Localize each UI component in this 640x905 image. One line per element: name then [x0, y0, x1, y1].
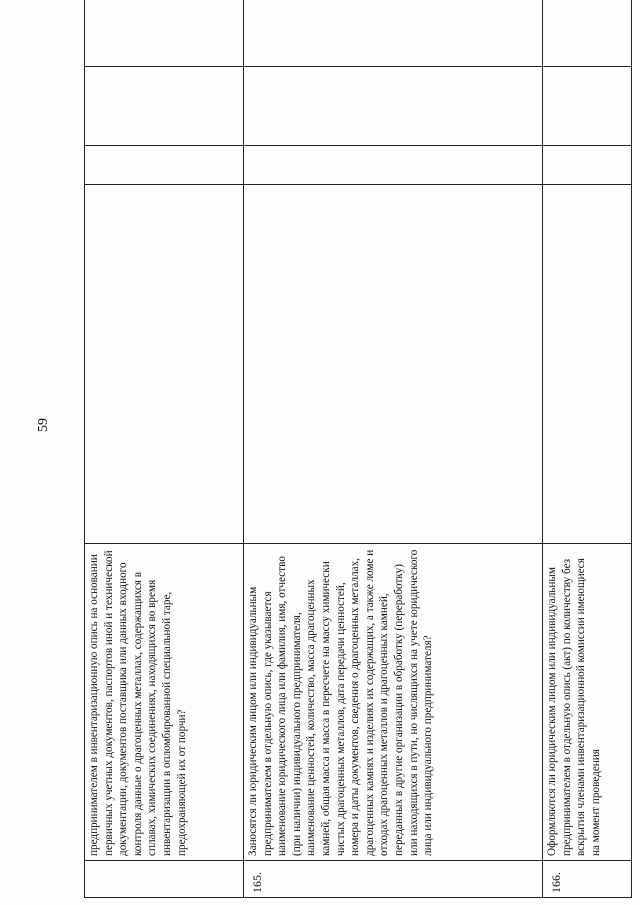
question-text: Оформляются ли юридическим лицом или индивидуальным предпринимателем в отдельную опись (акт) по количеству без вскрытия членами инвентаризационной комиссии имеющиеся на момент проведения	[543, 544, 632, 861]
empty-cell	[85, 67, 244, 146]
question-text: предпринимателем в инвентаризационную опись на основании первичных учетных документов, паспортов иной и технической документации, документов поставщика или данных входного контроля данные о драгоценных металлах, содержащихся в сплавах, химических соединениях, находящихся во время инвентаризации в опломбированной специальной таре, предохраняющей их от порчи?	[85, 544, 244, 861]
row-number: 165.	[244, 861, 543, 898]
empty-cell	[244, 146, 543, 185]
answer-cell	[543, 185, 632, 544]
question-text: Заносятся ли юридическим лицом или индивидуальным предпринимателем в отдельную опись, где указывается наименование юридического лица или фамилия, имя, отчество (при наличии) индивидуального предпринимателя, наименование ценностей, количество, масса драгоценных камней, общая масса и масса в пересчете на массу химически чистых драгоценных металлов, дата передачи ценностей, номера и даты документов, сведения о драгоценных металлах, драгоценных камнях и изделиях их содержащих, а также ломе и отходах драгоценных металлов и драгоценных камней, переданных в другие организации в обработку (переработку) или находящихся в пути, но числящихся на учете юридического лица или индивидуального предпринимателя?	[244, 544, 543, 861]
row-number: 166.	[543, 861, 632, 898]
empty-cell	[543, 67, 632, 146]
empty-cell	[85, 0, 244, 67]
checklist-table-rotated	[84, 28, 604, 898]
table-row	[244, 0, 543, 898]
row-number	[85, 861, 244, 898]
answer-cell	[244, 185, 543, 544]
empty-cell	[85, 146, 244, 185]
page-number: 59	[36, 418, 51, 432]
empty-cell	[543, 146, 632, 185]
empty-cell	[543, 0, 632, 67]
empty-cell	[244, 0, 543, 67]
checklist-table	[84, 0, 632, 898]
answer-cell	[85, 185, 244, 544]
table-row	[543, 0, 632, 898]
table-row	[85, 0, 244, 898]
empty-cell	[244, 67, 543, 146]
